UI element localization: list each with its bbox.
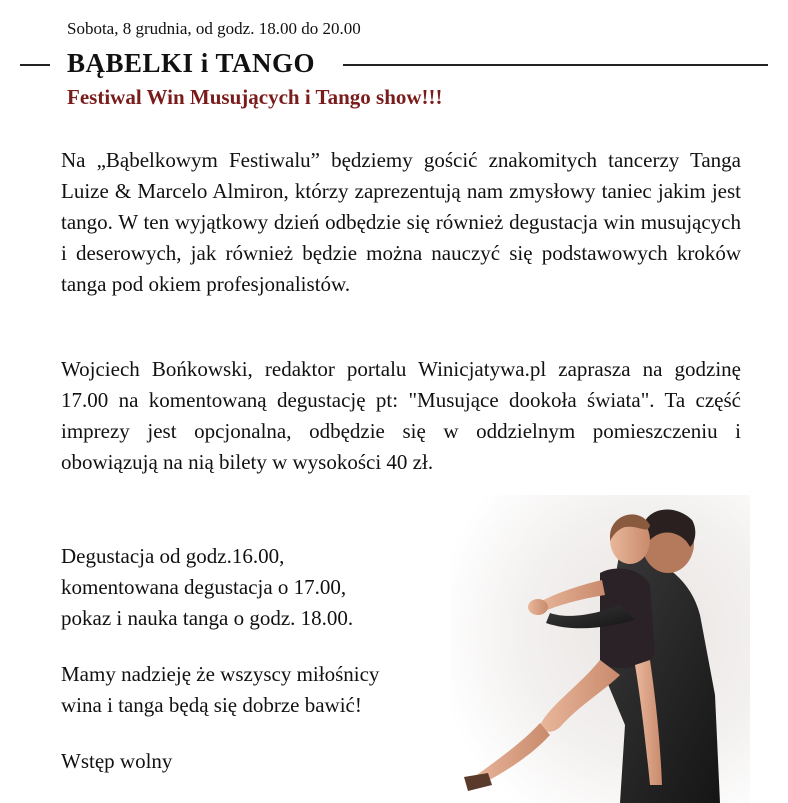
closing-line: wina i tanga będą się dobrze bawić!	[61, 693, 362, 717]
event-subtitle: Festiwal Win Musujących i Tango show!!!	[67, 85, 443, 109]
schedule-line: komentowana degustacja o 17.00,	[61, 575, 347, 599]
event-title: BĄBELKI i TANGO	[67, 48, 316, 78]
schedule-line: Degustacja od godz.16.00,	[61, 544, 285, 568]
closing-note	[61, 659, 481, 721]
entry-note: Wstęp wolny	[61, 749, 173, 773]
title-rule-left	[20, 64, 50, 66]
date-line: Sobota, 8 grudnia, od godz. 18.00 do 20.00	[67, 19, 361, 38]
closing-line: Mamy nadzieję że wszyscy miłośnicy	[61, 662, 380, 686]
schedule	[61, 541, 481, 634]
schedule-line: pokaz i nauka tanga o godz. 18.00.	[61, 606, 354, 630]
tango-dancers-photo	[450, 495, 750, 803]
paragraph-festival: Na „Bąbelkowym Festiwalu” będziemy gościć znakomitych tancerzy Tanga Luize & Marcelo Almiron, którzy zaprezentują nam zmysłowy taniec jakim jest tango. W ten wyjątkowy dzień odbędzie się również degustacja win musujących i deserowych, jak również będzie można nauczyć się podstawowych kroków tanga pod okiem profesjonalistów.	[61, 148, 741, 296]
title-rule-right	[343, 64, 768, 66]
paragraph-tasting: Wojciech Bońkowski, redaktor portalu Winicjatywa.pl zaprasza na godzinę 17.00 na komentowaną degustację pt: "Musujące dookoła świata". Ta część imprezy jest opcjonalna, odbędzie się w oddzielnym pomieszczeniu i obowiązują na nią bilety w wysokości 40 zł.	[61, 357, 741, 474]
